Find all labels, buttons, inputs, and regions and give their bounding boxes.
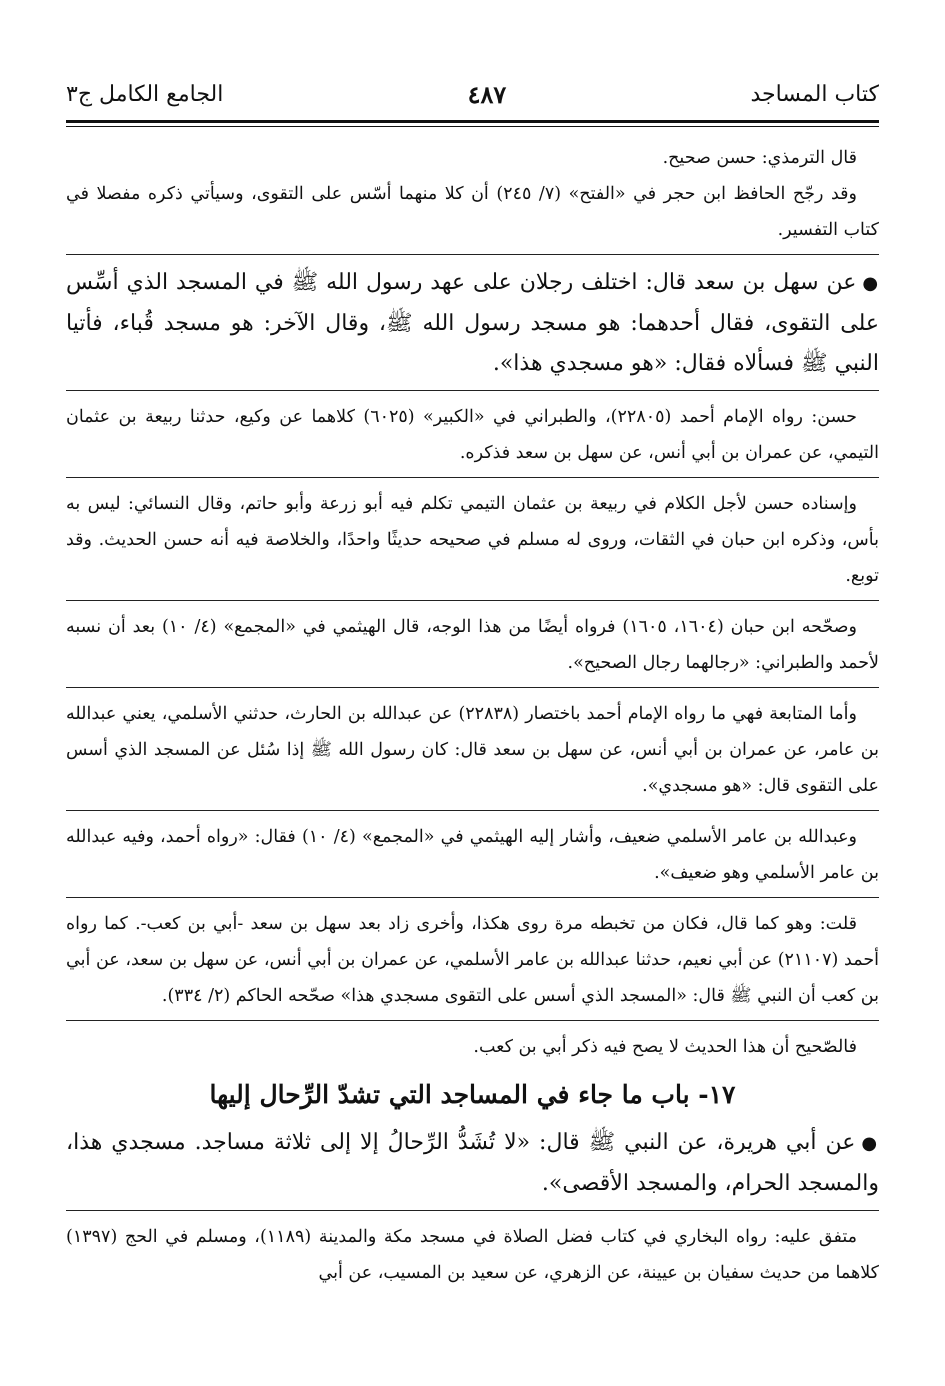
commentary-paragraph bbox=[66, 176, 879, 248]
running-header bbox=[66, 74, 879, 114]
hadith-text bbox=[66, 263, 879, 384]
paragraph-separator bbox=[66, 390, 879, 391]
paragraph-text: وقد رجّح الحافظ ابن حجر في «الفتح» (٧/ ٢٤٥) أن كلا منهما أسّس على التقوى، وسيأتي ذكره مفصلا في كتاب التفسير. bbox=[66, 184, 879, 240]
paragraph-text: ١٧- باب ما جاء في المساجد التي تشدّ الرِّحال إليها bbox=[209, 1080, 736, 1109]
paragraph-text: حسن: رواه الإمام أحمد (٢٢٨٠٥)، والطبراني في «الكبير» (٦٠٢٥) كلاهما عن وكيع، حدثنا ربيعة بن عثمان التيمي، عن عمران بن أبي أنس، عن سهل بن سعد فذكره. bbox=[66, 407, 879, 463]
bullet-marker: ● bbox=[862, 273, 879, 294]
paragraph-separator bbox=[66, 687, 879, 688]
paragraph-separator bbox=[66, 477, 879, 478]
paragraph-separator bbox=[66, 600, 879, 601]
commentary-paragraph bbox=[66, 486, 879, 594]
commentary-paragraph bbox=[66, 609, 879, 681]
commentary-paragraph bbox=[66, 819, 879, 891]
paragraph-text: وصحّحه ابن حبان (١٦٠٤، ١٦٠٥) فرواه أيضًا من هذا الوجه، قال الهيثمي في «المجمع» (٤/ ١٠) بعد أن نسبه لأحمد والطبراني: «رجالهما رجال الصحيح». bbox=[66, 617, 879, 673]
commentary-paragraph bbox=[66, 399, 879, 471]
paragraph-separator bbox=[66, 897, 879, 898]
page-number: ٤٨٧ bbox=[467, 79, 507, 109]
commentary-paragraph bbox=[66, 1219, 879, 1291]
page-body bbox=[66, 140, 879, 1291]
paragraph-text: وعبدالله بن عامر الأسلمي ضعيف، وأشار إليه الهيثمي في «المجمع» (٤/ ١٠) فقال: «رواه أحمد، وفيه عبدالله بن عامر الأسلمي وهو ضعيف». bbox=[66, 827, 879, 883]
header-rule bbox=[66, 120, 879, 123]
bullet-marker: ● bbox=[861, 1133, 879, 1154]
paragraph-text: عن سهل بن سعد قال: اختلف رجلان على عهد رسول الله ﷺ في المسجد الذي أسِّس على التقوى، فقال أحدهما: هو مسجد رسول الله ﷺ، وقال الآخر: هو مسجد قُباء، فأتيا النبي ﷺ فسألاه فقال: «هو مسجدي هذا». bbox=[66, 270, 879, 376]
paragraph-text: وأما المتابعة فهي ما رواه الإمام أحمد باختصار (٢٢٨٣٨) عن عبدالله بن الحارث، حدثني الأسلمي، يعني عبدالله بن عامر، عن عمران بن أبي أنس، عن سهل بن سعد قال: كان رسول الله ﷺ إذا سُئل عن المسجد الذي أسس على التقوى قال: «هو مسجدي». bbox=[66, 704, 879, 796]
section-heading bbox=[66, 1073, 879, 1117]
chapter-title: كتاب المساجد bbox=[750, 81, 879, 107]
hadith-text bbox=[66, 1123, 879, 1204]
paragraph-text: عن أبي هريرة، عن النبي ﷺ قال: «لا تُشَدُّ الرِّحالُ إلا إلى ثلاثة مساجد. مسجدي هذا، والمسجد الحرام، والمسجد الأقصى». bbox=[66, 1130, 879, 1196]
paragraph-text: وإسناده حسن لأجل الكلام في ربيعة بن عثمان التيمي تكلم فيه أبو زرعة وأبو حاتم، وقال النسائي: ليس به بأس، وذكره ابن حبان في الثقات، وروى له مسلم في صحيحه حديثًا واحدًا، والخلاصة فيه أنه حسن الحديث. وقد توبع. bbox=[66, 494, 879, 586]
book-title: الجامع الكامل ج٣ bbox=[66, 81, 224, 107]
paragraph-separator bbox=[66, 1020, 879, 1021]
paragraph-separator bbox=[66, 254, 879, 255]
paragraph-text: فالصّحيح أن هذا الحديث لا يصح فيه ذكر أبي بن كعب. bbox=[473, 1037, 857, 1057]
paragraph-text: متفق عليه: رواه البخاري في كتاب فضل الصلاة في مسجد مكة والمدينة (١١٨٩)، ومسلم في الحج (١٣٩٧) كلاهما من حديث سفيان بن عيينة، عن الزهري، عن سعيد بن المسيب، عن أبي bbox=[66, 1227, 879, 1283]
paragraph-separator bbox=[66, 810, 879, 811]
paragraph-separator bbox=[66, 1210, 879, 1211]
header-rule-thin bbox=[66, 126, 879, 127]
commentary-paragraph bbox=[66, 1029, 879, 1065]
commentary-paragraph bbox=[66, 140, 879, 176]
paragraph-text: قلت: وهو كما قال، فكان من تخبطه مرة روى هكذا، وأخرى زاد بعد سهل بن سعد -أبي بن كعب-. كما رواه أحمد (٢١١٠٧) عن أبي نعيم، حدثنا عبدالله بن عامر الأسلمي، عن عمران بن أبي أنس، عن سهل بن سعد، عن أبي بن كعب أن النبي ﷺ قال: «المسجد الذي أسس على التقوى مسجدي هذا» صحّحه الحاكم (٢/ ٣٣٤). bbox=[66, 914, 879, 1006]
paragraph-text: قال الترمذي: حسن صحيح. bbox=[662, 148, 857, 168]
commentary-paragraph bbox=[66, 696, 879, 804]
commentary-paragraph bbox=[66, 906, 879, 1014]
